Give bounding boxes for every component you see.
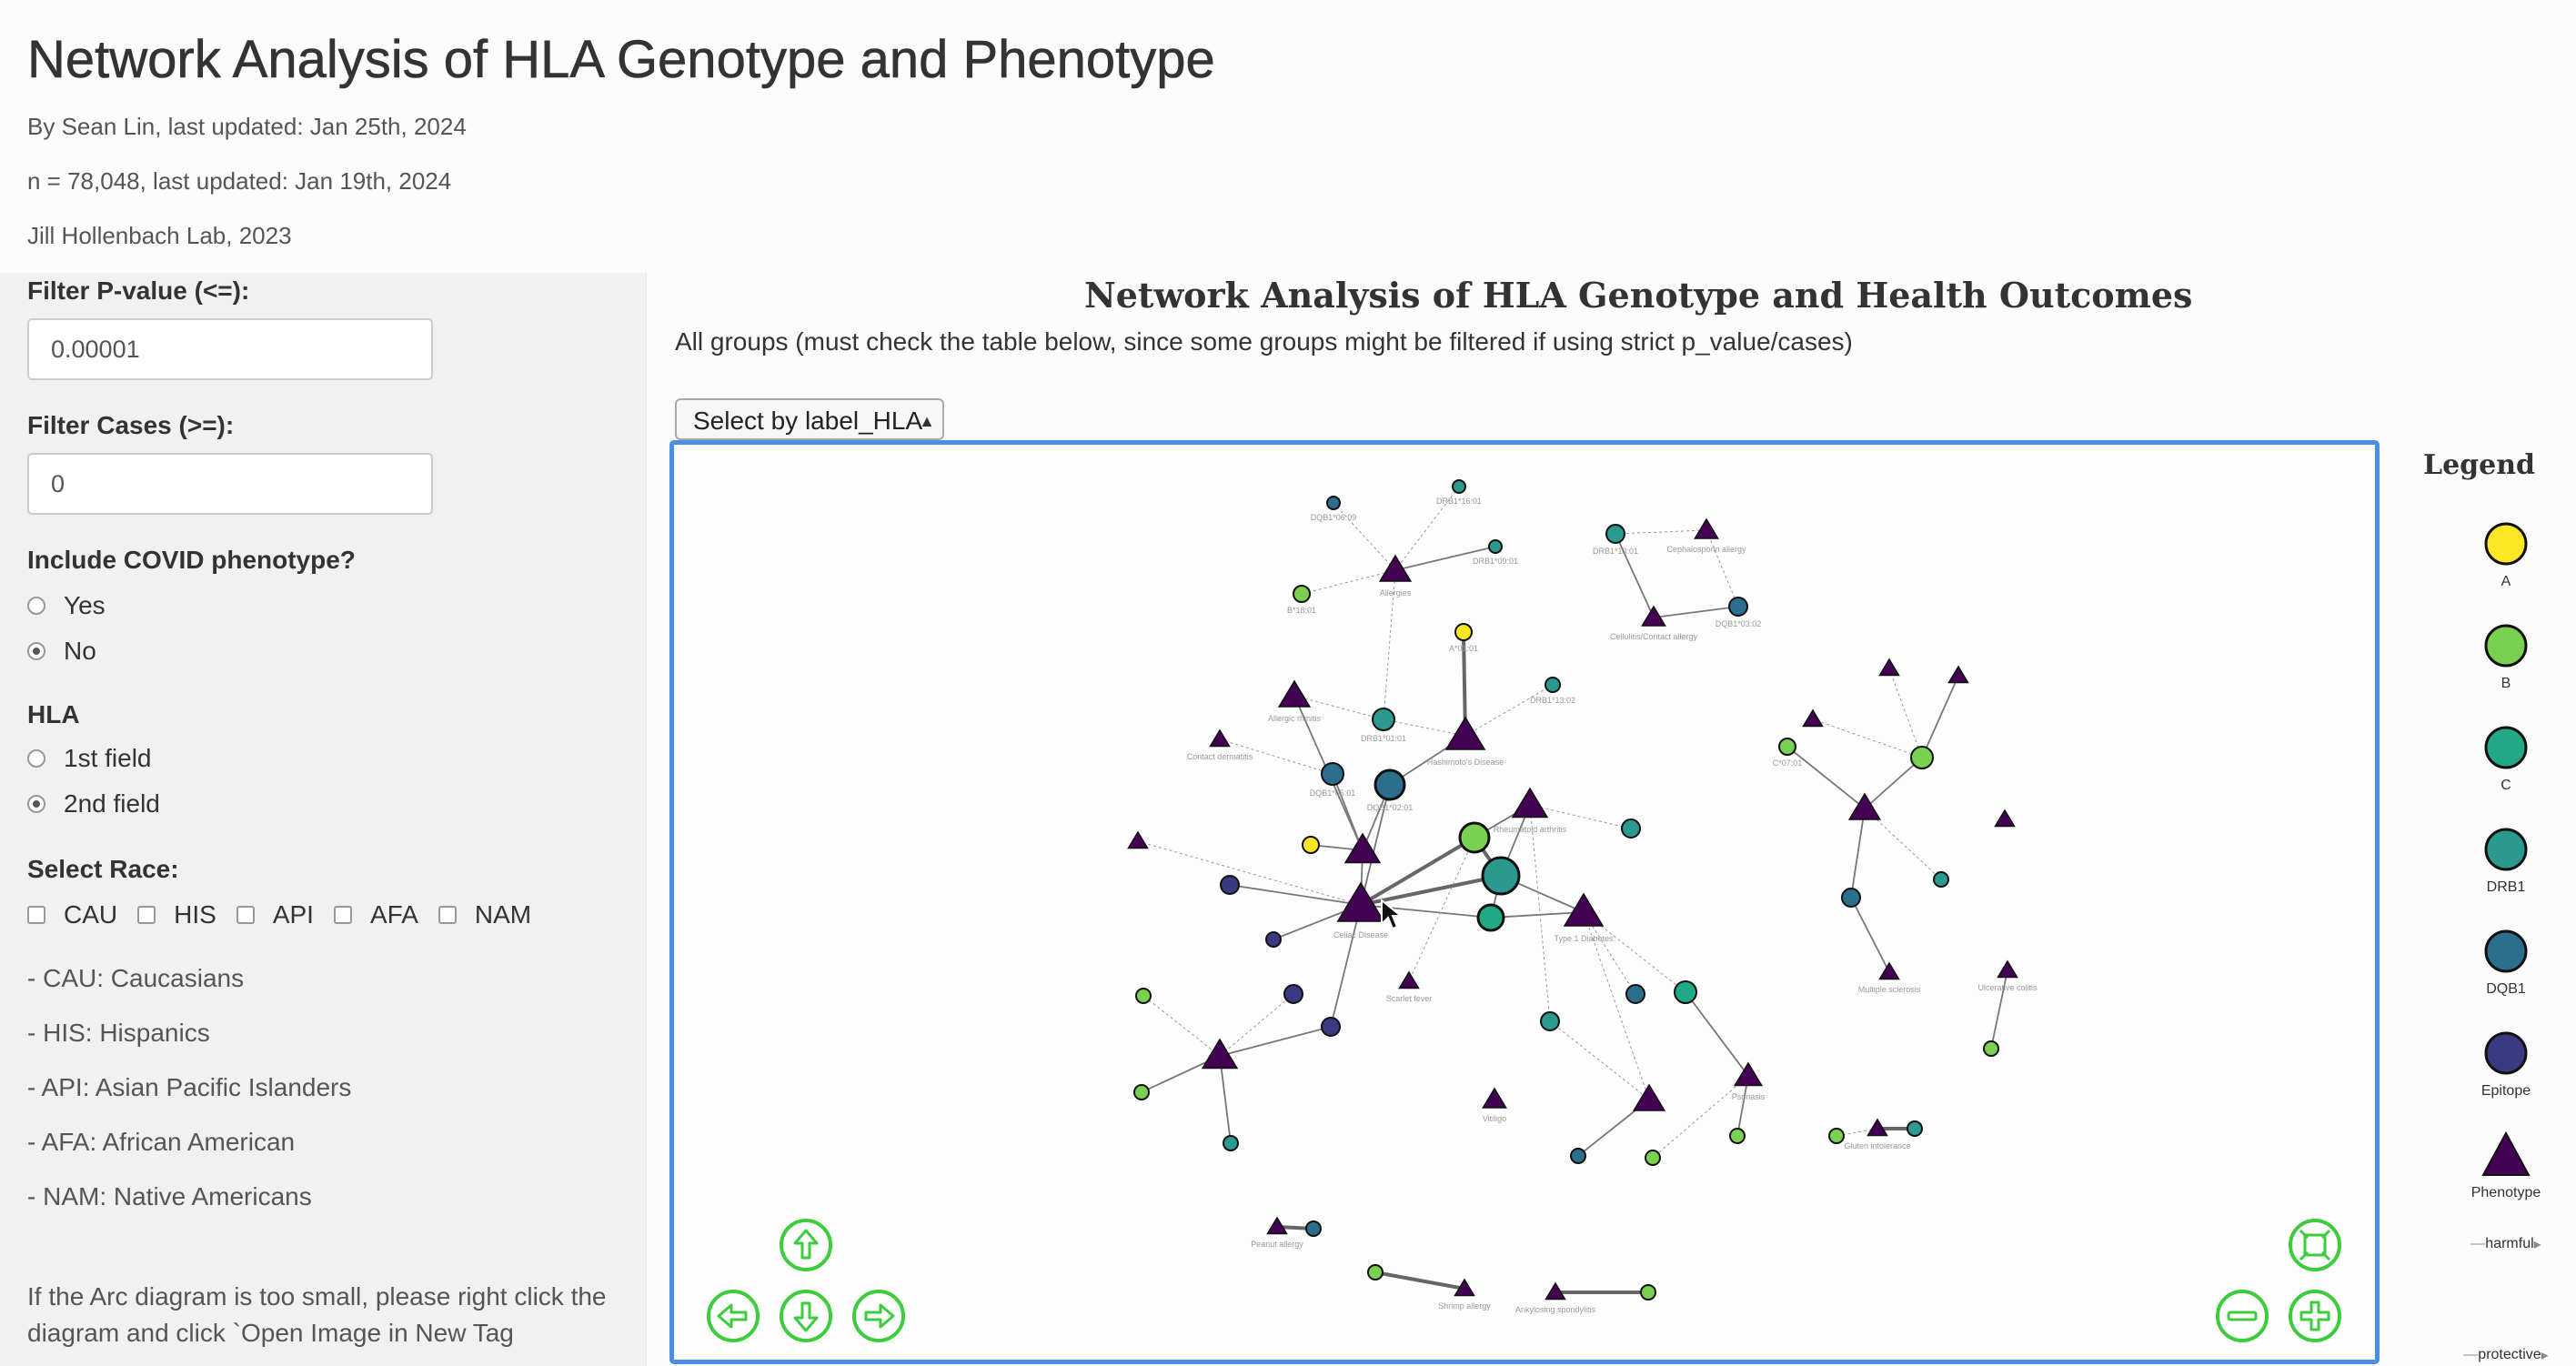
node-label: DRB1*13:01 (1592, 547, 1639, 556)
hla-node[interactable] (1934, 872, 1948, 887)
legend-circle-icon (2456, 926, 2556, 977)
hla-node[interactable] (1293, 586, 1310, 602)
covid-label: Include COVID phenotype? (27, 546, 356, 574)
node-label: DQB1*02:01 (1366, 803, 1414, 812)
sample-size: n = 78,048, last updated: Jan 19th, 2024 (27, 167, 452, 195)
hla-node[interactable] (1489, 540, 1502, 553)
network-edge (1220, 1056, 1231, 1143)
network-edge (1851, 898, 1889, 972)
network-edge (1615, 530, 1706, 534)
phenotype-node[interactable] (1446, 718, 1484, 749)
checkbox-icon[interactable] (438, 906, 457, 924)
radio-selected-icon[interactable] (27, 642, 45, 660)
race-checkbox-his[interactable]: HIS (137, 900, 216, 929)
network-edge (1138, 841, 1361, 905)
phenotype-node[interactable] (1513, 788, 1547, 818)
legend-circle-icon (2456, 722, 2556, 773)
race-checkbox-api[interactable]: API (236, 900, 314, 929)
help-text-line1: If the Arc diagram is too small, please right click the (27, 1282, 607, 1311)
sidebar-panel (0, 273, 647, 1366)
race-checkbox-nam[interactable]: NAM (438, 900, 531, 929)
legend-label: A (2501, 574, 2511, 589)
phenotype-node[interactable] (1695, 519, 1717, 538)
byline: By Sean Lin, last updated: Jan 25th, 2024 (27, 113, 467, 140)
network-edge (1851, 809, 1865, 898)
node-label: Rheumatoid arthritis (1493, 825, 1567, 834)
node-label: DQB1*03:02 (1715, 619, 1762, 628)
network-canvas[interactable] (669, 440, 2380, 1364)
hla-node[interactable] (1606, 525, 1625, 543)
pan-down-button[interactable] (779, 1289, 833, 1343)
legend-label: Epitope (2480, 1083, 2531, 1099)
phenotype-node[interactable] (1400, 972, 1419, 989)
hla-node[interactable] (1327, 497, 1340, 509)
hla-node[interactable] (1221, 876, 1239, 894)
legend-item (2456, 824, 2556, 896)
hla-node[interactable] (1829, 1129, 1844, 1143)
pan-left-button[interactable] (706, 1289, 760, 1343)
node-label: Cellulitis/Contact allergy (1609, 632, 1698, 641)
network-edge (1375, 1272, 1464, 1289)
legend-item (2456, 1235, 2556, 1253)
checkbox-icon[interactable] (236, 906, 255, 924)
phenotype-node[interactable] (1483, 1089, 1505, 1108)
phenotype-node[interactable] (1735, 1063, 1761, 1086)
checkbox-icon[interactable] (334, 906, 352, 924)
hla-node[interactable] (1730, 1129, 1745, 1143)
network-edge (1220, 1027, 1331, 1056)
legend-item (2456, 518, 2556, 590)
cases-input[interactable]: 0 (27, 453, 433, 515)
node-label: B*18:01 (1286, 606, 1317, 615)
legend-item (2456, 620, 2556, 692)
hla-node[interactable] (1645, 1150, 1660, 1165)
race-note-api: - API: Asian Pacific Islanders (27, 1073, 352, 1101)
phenotype-node[interactable] (1211, 730, 1230, 747)
race-note-nam: - NAM: Native Americans (27, 1182, 312, 1210)
hla-node[interactable] (1266, 932, 1281, 947)
node-label: Celiac Disease (1333, 930, 1389, 939)
legend-label: DRB1 (2486, 879, 2526, 895)
mouse-cursor-icon (1380, 899, 1404, 931)
network-title: Network Analysis of HLA Genotype and Health Outcomes (1084, 275, 2193, 316)
hla-node[interactable] (1136, 989, 1151, 1003)
hla-node[interactable] (1911, 747, 1933, 768)
legend-title: Legend (2423, 449, 2536, 481)
hla-node[interactable] (1303, 837, 1319, 853)
race-label: Select Race: (27, 855, 179, 883)
node-label: DQB1*06:09 (1310, 513, 1357, 522)
race-checkbox-cau[interactable]: CAU (27, 900, 117, 929)
node-label: Vitiligo (1482, 1114, 1507, 1123)
network-graph[interactable] (674, 445, 2375, 1360)
legend-label: C (2501, 778, 2511, 793)
phenotype-node[interactable] (1565, 894, 1603, 926)
phenotype-node[interactable] (1880, 659, 1899, 676)
network-edge (1813, 719, 1922, 758)
node-label: DQB1*05:01 (1309, 788, 1356, 798)
hla-node[interactable] (1571, 1149, 1585, 1163)
select-arrows-icon: ▲ (919, 412, 935, 430)
hla-node[interactable] (1541, 1012, 1559, 1030)
pan-right-button[interactable] (851, 1289, 906, 1343)
legend-label: harmful (2485, 1236, 2534, 1251)
legend-item (2456, 1130, 2556, 1201)
hla-node[interactable] (1483, 858, 1519, 894)
network-edge (1550, 1021, 1649, 1100)
hla-option-1st-field[interactable]: 1st field (27, 744, 152, 773)
node-label: Contact dermatitis (1186, 752, 1253, 761)
hla-node[interactable] (1368, 1265, 1383, 1280)
node-label: Cephalosporin allergy (1666, 545, 1746, 554)
pan-up-button[interactable] (779, 1218, 833, 1272)
node-label: Type 1 Diabetes (1554, 934, 1614, 943)
legend-label: B (2501, 676, 2511, 691)
node-label: Hashimoto's Disease (1426, 758, 1504, 767)
legend-item (2456, 1346, 2556, 1364)
network-edge (1991, 970, 2007, 1049)
network-edge (1787, 747, 1865, 809)
node-label: Ulcerative colitis (1977, 983, 2038, 992)
zoom-in-button[interactable] (2288, 1289, 2342, 1343)
node-label: Gluten intolerance (1844, 1141, 1911, 1150)
network-edge (1409, 838, 1474, 981)
pvalue-input[interactable]: 0.00001 (27, 318, 433, 380)
arrow-line-icon: — (2463, 1347, 2479, 1362)
hla-node[interactable] (1284, 985, 1303, 1003)
arrow-head-icon: ▸ (2541, 1348, 2549, 1363)
node-label: DRB1*13:02 (1529, 696, 1576, 705)
node-label: Multiple sclerosis (1857, 985, 1921, 994)
hla-node[interactable] (1373, 708, 1394, 730)
legend-item (2456, 926, 2556, 998)
arrow-head-icon: ▸ (2533, 1237, 2541, 1252)
hla-node[interactable] (1675, 981, 1696, 1003)
node-label: Peanut allergy (1251, 1240, 1303, 1249)
node-label: Allergies (1379, 588, 1412, 598)
phenotype-node[interactable] (1880, 963, 1899, 979)
hla-node[interactable] (1453, 480, 1465, 493)
legend-circle-icon (2456, 620, 2556, 671)
checkbox-icon[interactable] (27, 906, 45, 924)
hla-option-2nd-field[interactable]: 2nd field (27, 789, 160, 819)
hla-node[interactable] (1223, 1136, 1238, 1150)
race-checkbox-afa[interactable]: AFA (334, 900, 418, 929)
hla-node[interactable] (1306, 1221, 1321, 1236)
node-label: Scarlet fever (1385, 994, 1433, 1003)
hla-node[interactable] (1984, 1041, 1998, 1056)
hla-node[interactable] (1375, 770, 1404, 799)
legend-circle-icon (2456, 1028, 2556, 1079)
network-edge (1654, 607, 1738, 618)
hla-node[interactable] (1842, 889, 1860, 907)
node-label: Ankylosing spondylitis (1514, 1305, 1596, 1314)
legend-item (2456, 722, 2556, 794)
phenotype-node[interactable] (1129, 832, 1148, 849)
network-edge (1653, 1076, 1748, 1158)
checkbox-icon[interactable] (137, 906, 156, 924)
arrow-line-icon: — (2470, 1236, 2486, 1251)
zoom-out-button[interactable] (2215, 1289, 2269, 1343)
phenotype-node[interactable] (1998, 961, 2018, 978)
hla-node[interactable] (1729, 598, 1747, 616)
legend-circle-icon (2456, 518, 2556, 569)
pvalue-label: Filter P-value (<=): (27, 276, 250, 305)
legend-triangle-icon (2456, 1130, 2556, 1180)
network-edge (1706, 530, 1738, 607)
radio-selected-icon[interactable] (27, 795, 45, 813)
phenotype-node[interactable] (1279, 681, 1310, 707)
hla-node[interactable] (1626, 985, 1645, 1003)
node-label: C*07:01 (1772, 758, 1803, 768)
hla-node[interactable] (1322, 1018, 1340, 1036)
hla-node[interactable] (1460, 823, 1489, 852)
hla-node[interactable] (1545, 678, 1560, 692)
radio-icon[interactable] (27, 597, 45, 615)
label-hla-select[interactable]: Select by label_HLA ▲ (675, 398, 944, 440)
node-label: DRB1*16:01 (1435, 497, 1483, 506)
node-label: Psoriasis (1731, 1092, 1766, 1101)
phenotype-node[interactable] (1996, 810, 2015, 827)
phenotype-node[interactable] (1202, 1040, 1237, 1069)
legend-label: protective (2478, 1347, 2541, 1362)
phenotype-node[interactable] (1849, 794, 1880, 819)
legend-item (2456, 1028, 2556, 1100)
covid-option-no[interactable]: No (27, 637, 96, 666)
network-edge (1465, 685, 1553, 736)
hla-node[interactable] (1322, 763, 1343, 785)
zoom-fit-button[interactable] (2288, 1218, 2342, 1272)
phenotype-node[interactable] (1804, 710, 1823, 727)
network-edge (1333, 774, 1363, 850)
legend-circle-icon (2456, 824, 2556, 875)
node-label: Allergic rhinitis (1267, 714, 1322, 723)
network-edge (1143, 996, 1220, 1056)
node-label: Shrimp allergy (1438, 1301, 1491, 1311)
hla-node[interactable] (1622, 819, 1640, 838)
hla-node[interactable] (1478, 905, 1504, 930)
radio-icon[interactable] (27, 749, 45, 768)
phenotype-node[interactable] (1949, 667, 1968, 683)
race-note-cau: - CAU: Caucasians (27, 964, 245, 992)
hla-node[interactable] (1641, 1285, 1655, 1300)
race-checkboxes (27, 900, 551, 929)
race-note-afa: - AFA: African American (27, 1128, 296, 1156)
hla-node[interactable] (1779, 738, 1796, 755)
hla-node[interactable] (1455, 624, 1472, 640)
race-note-his: - HIS: Hispanics (27, 1019, 210, 1047)
hla-node[interactable] (1907, 1121, 1922, 1136)
network-description: All groups (must check the table below, since some groups might be filtered if using strict p_value/cases) (675, 327, 1853, 356)
hla-node[interactable] (1134, 1085, 1149, 1100)
lab-credit: Jill Hollenbach Lab, 2023 (27, 222, 292, 249)
cases-label: Filter Cases (>=): (27, 411, 235, 439)
network-edge (1230, 885, 1361, 905)
network-edge (1889, 668, 1922, 758)
node-label: DRB1*01:01 (1360, 734, 1407, 743)
network-edge (1922, 676, 1958, 758)
page-title: Network Analysis of HLA Genotype and Phenotype (27, 30, 1215, 89)
covid-option-yes[interactable]: Yes (27, 591, 106, 620)
network-edge (1530, 805, 1550, 1021)
phenotype-node[interactable] (1634, 1085, 1665, 1110)
node-label: DRB1*09:01 (1472, 557, 1519, 566)
legend-label: Phenotype (2470, 1185, 2541, 1200)
network-edge (1331, 905, 1361, 1027)
legend-label: DQB1 (2486, 981, 2526, 997)
node-label: A*01:01 (1448, 644, 1479, 653)
hla-label: HLA (27, 700, 80, 728)
help-text-line2: diagram and click `Open Image in New Tag (27, 1319, 514, 1347)
network-edge (1685, 992, 1748, 1076)
